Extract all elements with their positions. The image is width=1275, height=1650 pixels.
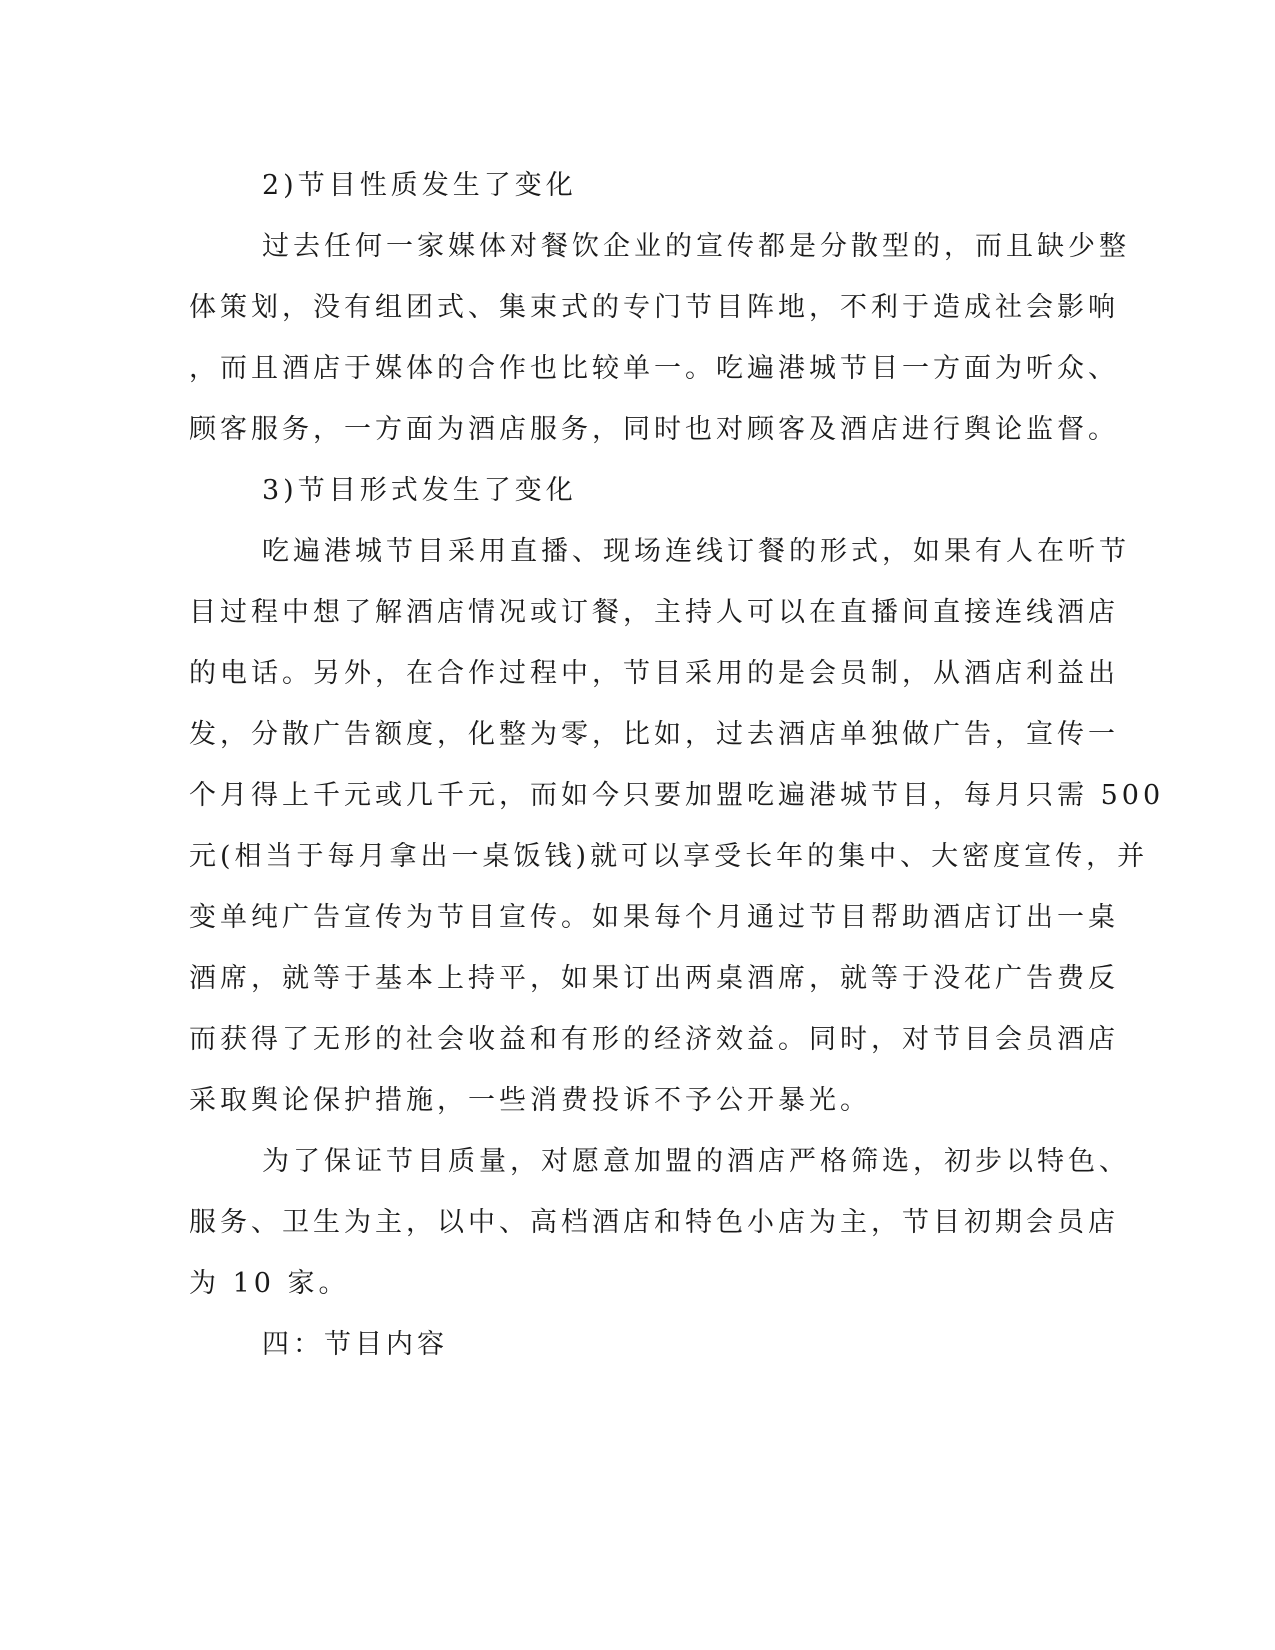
paragraph-line: 而获得了无形的社会收益和有形的经济效益。同时，对节目会员酒店 <box>189 1024 1119 1055</box>
paragraph-line: 服务、卫生为主，以中、高档酒店和特色小店为主，节目初期会员店 <box>189 1207 1119 1238</box>
paragraph-line: 变单纯广告宣传为节目宣传。如果每个月通过节目帮助酒店订出一桌 <box>189 902 1119 933</box>
paragraph-line: 体策划，没有组团式、集束式的专门节目阵地，不利于造成社会影响 <box>189 292 1119 323</box>
paragraph-line: 的电话。另外，在合作过程中，节目采用的是会员制，从酒店利益出 <box>189 658 1119 689</box>
paragraph-line: 为了保证节目质量，对愿意加盟的酒店严格筛选，初步以特色、 <box>262 1146 1130 1177</box>
paragraph-line: 目过程中想了解酒店情况或订餐，主持人可以在直播间直接连线酒店 <box>189 597 1119 628</box>
paragraph-line: 发，分散广告额度，化整为零，比如，过去酒店单独做广告，宣传一 <box>189 719 1119 750</box>
subheading-2: 2)节目性质发生了变化 <box>262 170 577 201</box>
paragraph-line: 顾客服务，一方面为酒店服务，同时也对顾客及酒店进行舆论监督。 <box>189 414 1119 445</box>
paragraph-line: 吃遍港城节目采用直播、现场连线订餐的形式，如果有人在听节 <box>262 536 1130 567</box>
paragraph-line: 酒席，就等于基本上持平，如果订出两桌酒席，就等于没花广告费反 <box>189 963 1119 994</box>
paragraph-line: 为 10 家。 <box>189 1268 350 1299</box>
section-heading: 四：节目内容 <box>262 1329 448 1360</box>
paragraph-line: 过去任何一家媒体对餐饮企业的宣传都是分散型的，而且缺少整 <box>262 231 1130 262</box>
paragraph-line: ，而且酒店于媒体的合作也比较单一。吃遍港城节目一方面为听众、 <box>189 353 1119 384</box>
paragraph-line: 采取舆论保护措施，一些消费投诉不予公开暴光。 <box>189 1085 871 1116</box>
subheading-3: 3)节目形式发生了变化 <box>262 475 577 506</box>
paragraph-line: 个月得上千元或几千元，而如今只要加盟吃遍港城节目，每月只需 500 <box>189 780 1165 811</box>
paragraph-line: 元(相当于每月拿出一桌饭钱)就可以享受长年的集中、大密度宣传，并 <box>189 841 1149 872</box>
